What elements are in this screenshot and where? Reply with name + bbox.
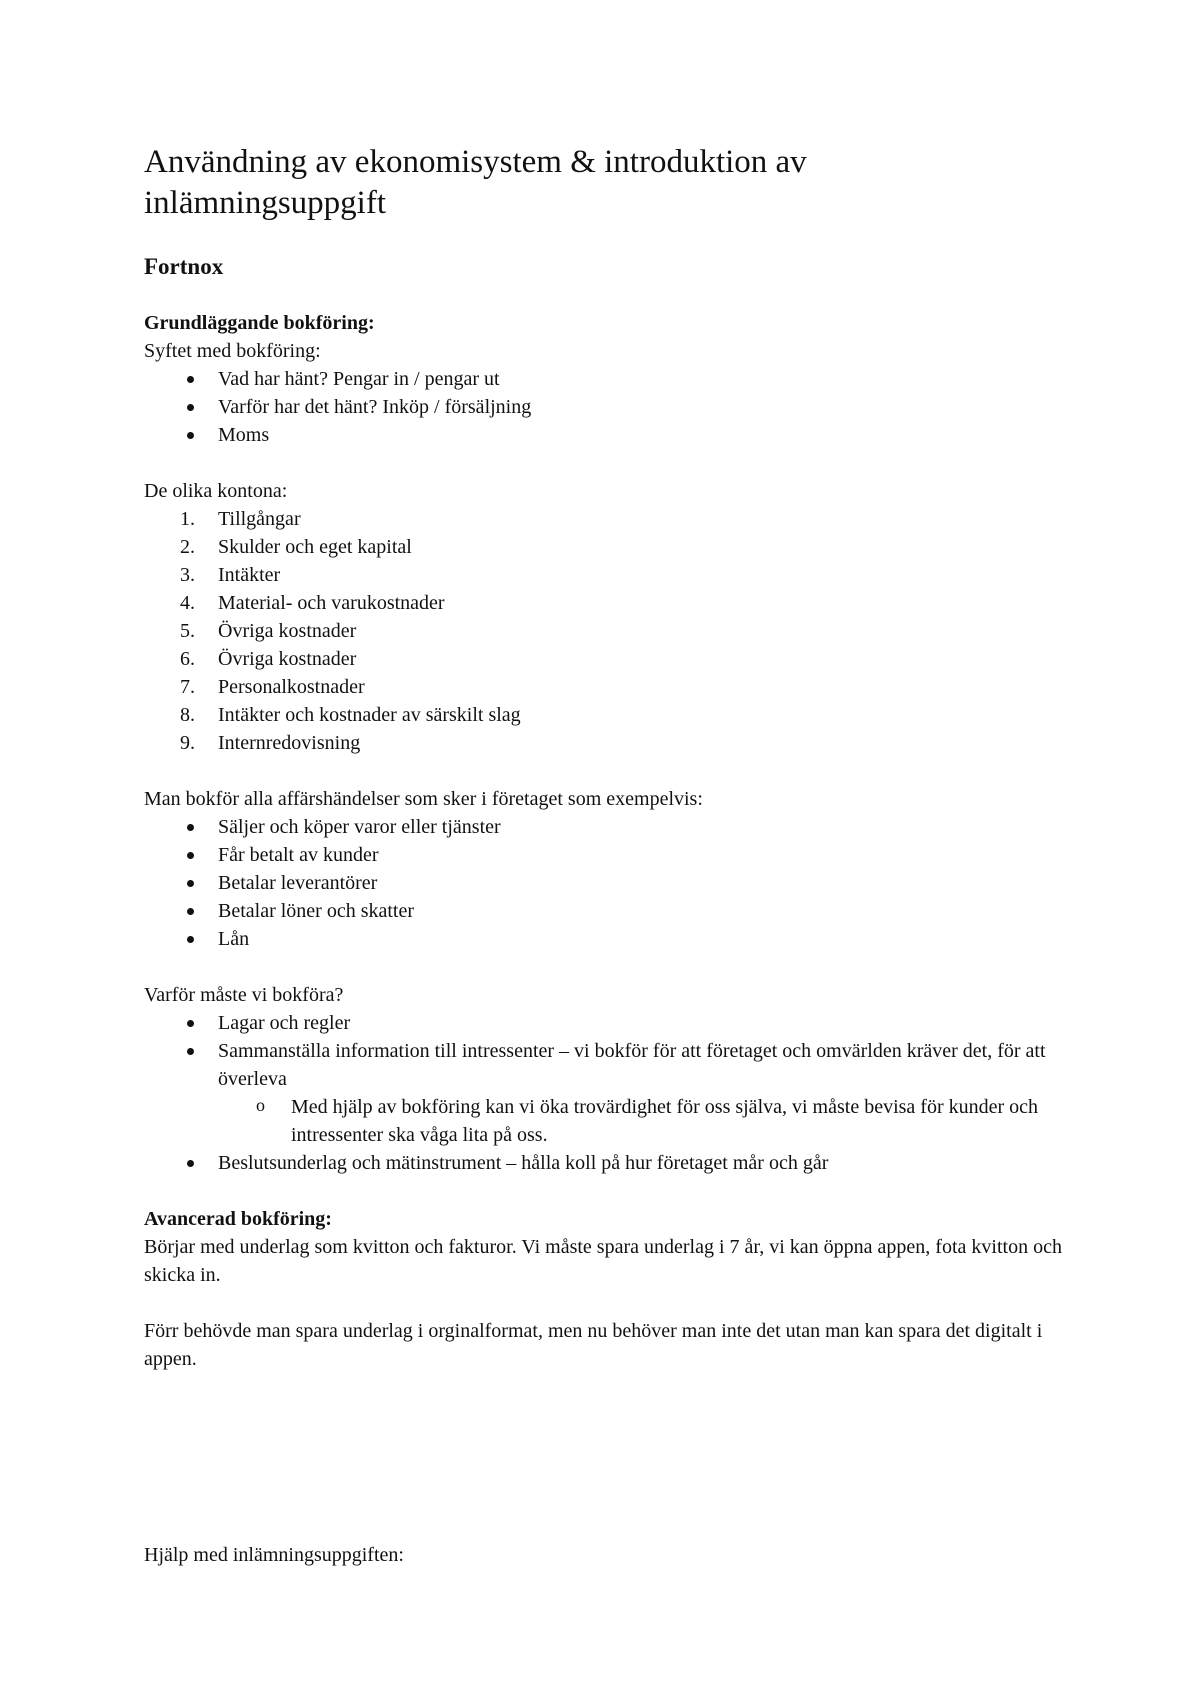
section-heading-fortnox: Fortnox	[144, 254, 224, 279]
list-item: Lån	[144, 925, 1080, 953]
list-item	[144, 729, 1080, 757]
list-item-text: Internredovisning	[218, 732, 361, 754]
list-item: Vad har hänt? Pengar in / pengar ut	[144, 365, 1080, 393]
spacer	[144, 1289, 1080, 1317]
list-item	[144, 673, 1080, 701]
help-label: Hjälp med inlämningsuppgiften:	[144, 1544, 404, 1566]
list-item	[144, 561, 1080, 589]
list-item-text: Övriga kostnader	[218, 620, 357, 642]
advanced-paragraph-2: Förr behövde man spara underlag i orginalformat, men nu behöver man inte det utan man kan spara det digitalt i appen.	[144, 1320, 1043, 1370]
spacer	[144, 1373, 1080, 1541]
document-title: Användning av ekonomisystem & introduktion av inlämningsuppgift	[144, 144, 807, 221]
list-number: 4.	[180, 592, 195, 614]
accounts-label: De olika kontona:	[144, 480, 288, 502]
list-item: Varför har det hänt? Inköp / försäljning	[144, 393, 1080, 421]
list-item: Moms	[144, 421, 1080, 449]
list-item: Betalar leverantörer	[144, 869, 1080, 897]
list-number: 1.	[180, 508, 195, 530]
why-sub-list	[144, 1093, 1080, 1149]
list-item-text: Tillgångar	[218, 508, 301, 530]
list-item	[144, 617, 1080, 645]
spacer	[144, 953, 1080, 981]
spacer	[144, 757, 1080, 785]
list-number: 7.	[180, 676, 195, 698]
list-number: 3.	[180, 564, 195, 586]
transactions-label: Man bokför alla affärshändelser som sker i företaget som exempelvis:	[144, 788, 703, 810]
list-number: 9.	[180, 732, 195, 754]
spacer	[144, 1177, 1080, 1205]
list-item: Betalar löner och skatter	[144, 897, 1080, 925]
list-item	[144, 701, 1080, 729]
spacer	[144, 449, 1080, 477]
advanced-paragraph-1: Börjar med underlag som kvitton och fakturor. Vi måste spara underlag i 7 år, vi kan öppna appen, fota kvitton och skicka in.	[144, 1236, 1062, 1286]
list-item: Säljer och köper varor eller tjänster	[144, 813, 1080, 841]
list-number: 8.	[180, 704, 195, 726]
list-item	[144, 645, 1080, 673]
list-item	[144, 533, 1080, 561]
list-item-text: Intäkter och kostnader av särskilt slag	[218, 704, 521, 726]
transactions-list	[144, 813, 1080, 953]
purpose-list	[144, 365, 1080, 449]
why-label: Varför måste vi bokföra?	[144, 984, 344, 1006]
list-item: Sammanställa information till intressenter – vi bokför för att företaget och omvärlden kräver det, för att överleva	[144, 1037, 1080, 1093]
list-item: Får betalt av kunder	[144, 841, 1080, 869]
basic-bookkeeping-heading: Grundläggande bokföring:	[144, 312, 375, 334]
why-list-continued	[144, 1149, 1080, 1177]
accounts-list	[144, 505, 1080, 757]
list-item: Lagar och regler	[144, 1009, 1080, 1037]
list-number: 6.	[180, 648, 195, 670]
list-item-text: Skulder och eget kapital	[218, 536, 412, 558]
list-item-text: Personalkostnader	[218, 676, 365, 698]
list-item-text: Övriga kostnader	[218, 648, 357, 670]
list-item	[144, 589, 1080, 617]
spacer	[144, 281, 1080, 309]
sub-list-item: o Med hjälp av bokföring kan vi öka trovärdighet för oss själva, vi måste bevisa för kunder och intressenter ska våga lita på oss.	[144, 1093, 1080, 1149]
why-list	[144, 1009, 1080, 1093]
list-item	[144, 505, 1080, 533]
advanced-bookkeeping-heading: Avancerad bokföring:	[144, 1208, 332, 1230]
list-item: Beslutsunderlag och mätinstrument – hålla koll på hur företaget mår och går	[144, 1149, 1080, 1177]
list-number: 2.	[180, 536, 195, 558]
list-item-text: Material- och varukostnader	[218, 592, 445, 614]
list-item-text: Intäkter	[218, 564, 281, 586]
list-number: 5.	[180, 620, 195, 642]
purpose-label: Syftet med bokföring:	[144, 340, 321, 362]
